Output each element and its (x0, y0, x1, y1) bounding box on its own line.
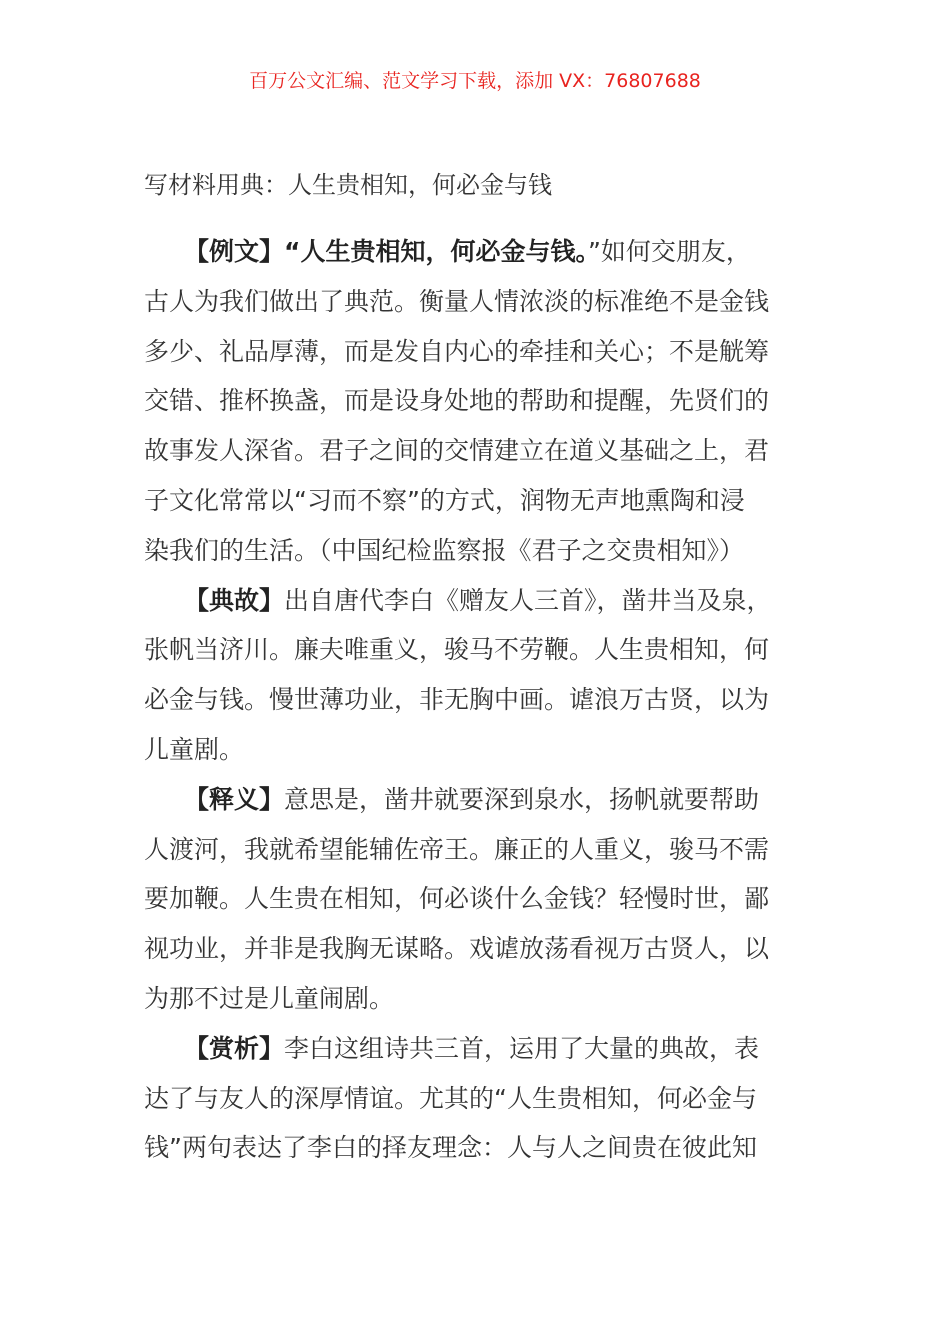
text-line: 为那不过是儿童闹剧。 (144, 983, 395, 1013)
text-line: 张帆当济川。廉夫唯重义，骏马不劳鞭。人生贵相知，何 (144, 635, 770, 665)
document-body (144, 227, 844, 1173)
document-title: 写材料用典：人生贵相知，何必金与钱 (144, 171, 552, 199)
text-line: 多少、礼品厚薄，而是发自内心的牵挂和关心；不是觥筹 (144, 336, 770, 366)
section-label: 【典故】 (184, 585, 285, 615)
text-line: 古人为我们做出了典范。衡量人情浓淡的标准绝不是金钱 (144, 286, 770, 316)
watermark-header: 百万公文汇编、范文学习下载，添加 VX：76807688 (249, 70, 701, 92)
line-text: 出自唐代李白《赠友人三首》，凿井当及泉， (284, 585, 772, 615)
paragraph-example (144, 227, 844, 576)
paragraph-first-line (144, 775, 844, 825)
text-line: 人渡河，我就希望能辅佐帝王。廉正的人重义，骏马不需 (144, 834, 770, 864)
text-line: 达了与友人的深厚情谊。尤其的“人生贵相知，何必金与 (144, 1083, 757, 1113)
text-line: 交错、推杯换盏，而是设身处地的帮助和提醒，先贤们的 (144, 386, 770, 416)
text-line: 必金与钱。慢世薄功业，非无胸中画。谑浪万古贤，以为 (144, 685, 770, 715)
paragraph-first-line (144, 576, 844, 626)
paragraph-meaning (144, 775, 844, 1024)
section-label: 【赏析】 (184, 1033, 285, 1063)
line-text: 意思是，凿井就要深到泉水，扬帆就要帮助 (284, 784, 760, 814)
line-text: ”如何交朋友， (587, 237, 751, 266)
text-line: 儿童剧。 (144, 734, 245, 764)
paragraph-first-line (144, 1024, 844, 1074)
section-label: 【释义】 (184, 784, 285, 814)
text-line: 视功业，并非是我胸无谋略。戏谑放荡看视万古贤人，以 (144, 934, 770, 964)
paragraph-first-line (144, 227, 844, 277)
paragraph-allusion (144, 576, 844, 775)
text-line: 要加鞭。人生贵在相知，何必谈什么金钱？轻慢时世，鄙 (144, 884, 770, 914)
text-line: 钱”两句表达了李白的择友理念：人与人之间贵在彼此知 (144, 1133, 757, 1163)
text-line: 故事发人深省。君子之间的交情建立在道义基础之上，君 (144, 436, 770, 466)
text-line: 染我们的生活。（中国纪检监察报《君子之交贵相知》） (144, 535, 745, 565)
bold-quote: “人生贵相知，何必金与钱。 (284, 237, 588, 266)
paragraph-appreciation (144, 1024, 844, 1173)
line-text: 李白这组诗共三首，运用了大量的典故，表 (284, 1033, 760, 1063)
section-label: 【例文】 (184, 237, 285, 266)
text-line: 子文化常常以“习而不察”的方式，润物无声地熏陶和浸 (144, 485, 745, 515)
